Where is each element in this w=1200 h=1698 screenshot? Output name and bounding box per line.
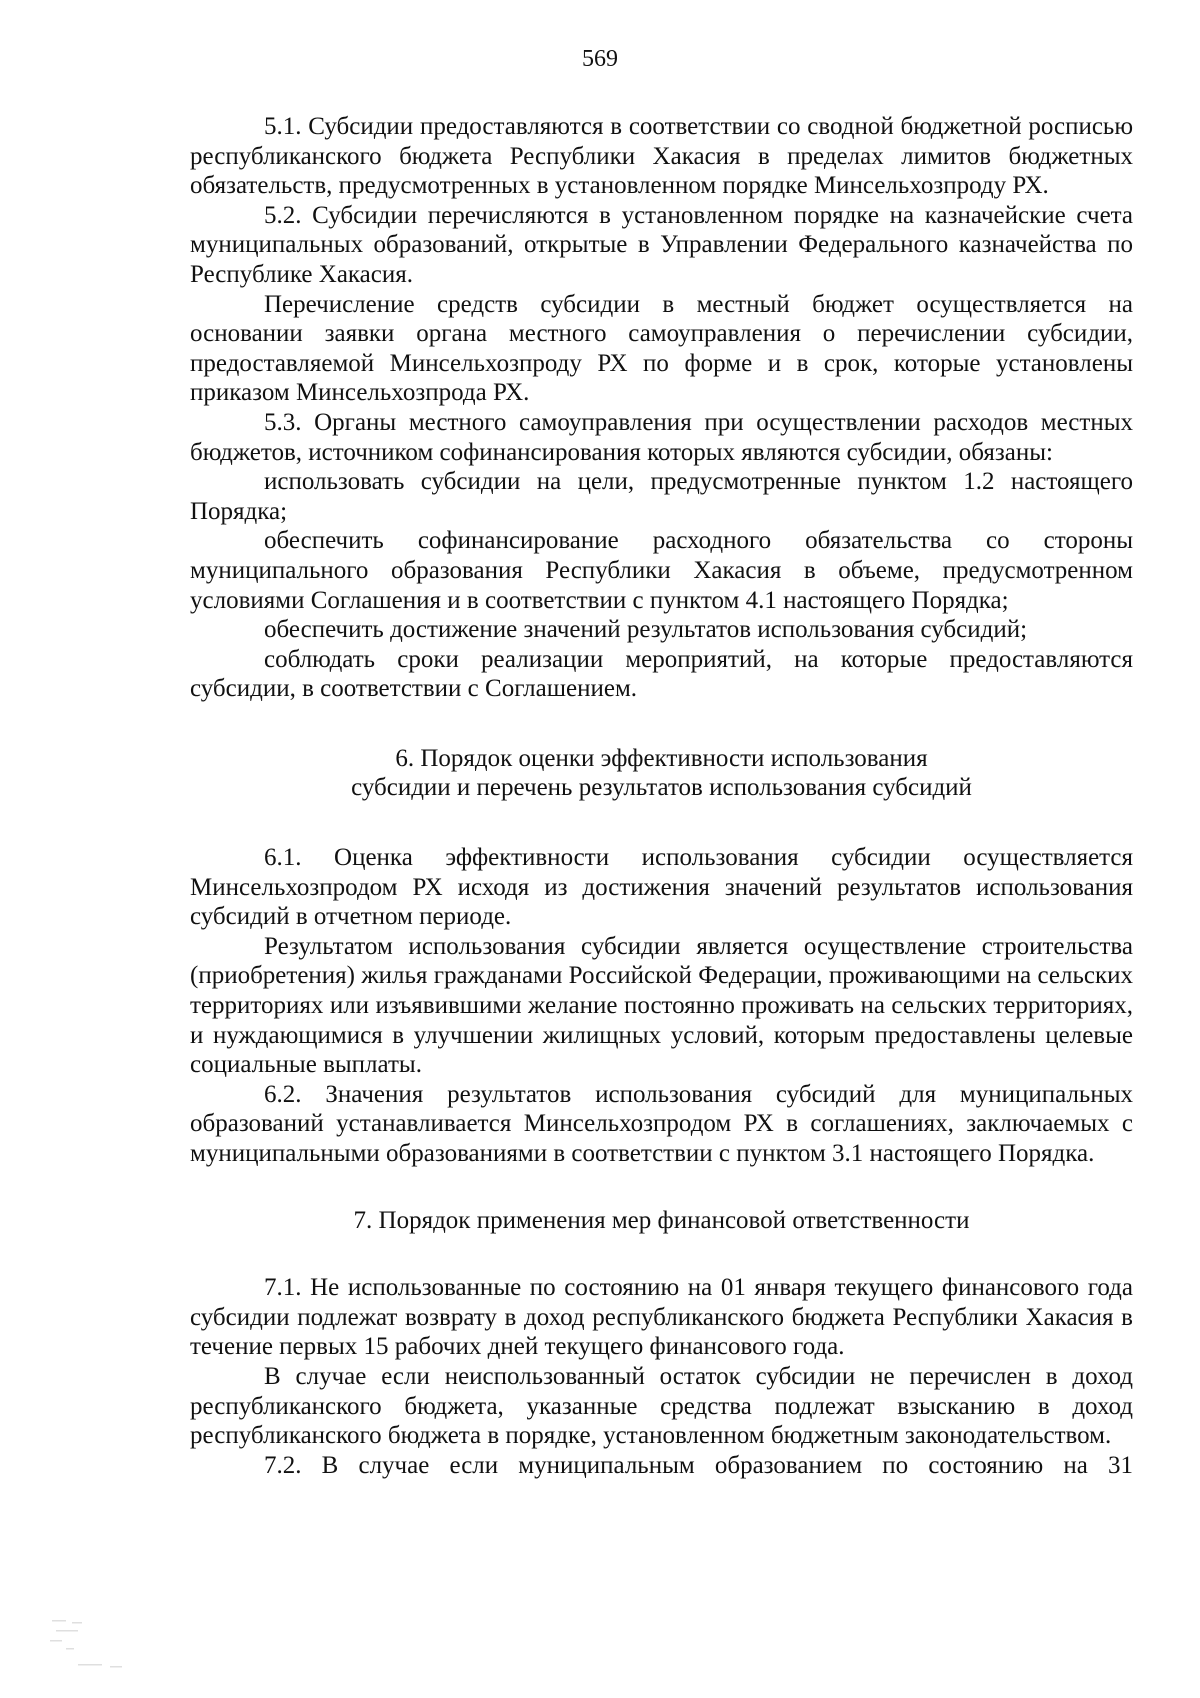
paragraph-obligation-deadlines: соблюдать сроки реализации мероприятий, на которые предоставляются субсидии, в соответствии с Соглашением. [190, 645, 1133, 703]
section-6-heading-line-2: субсидии и перечень результатов использования субсидий [351, 774, 972, 802]
page-number: 569 [582, 46, 618, 72]
paragraph-obligation-use: использовать субсидии на цели, предусмотренные пунктом 1.2 настоящего Порядка; [190, 468, 1133, 525]
document-body [190, 112, 1133, 1480]
paragraph-5-2: 5.2. Субсидии перечисляются в установленном порядке на казначейские счета муниципальных образований, открытые в Управлении Федерального казначейства по Республике Хакасия. [190, 201, 1133, 288]
paragraph-5-3: 5.3. Органы местного самоуправления при осуществлении расходов местных бюджетов, источником софинансирования которых являются субсидии, обязаны: [190, 408, 1133, 466]
paragraph-7-1: 7.1. Не использованные по состоянию на 01 января текущего финансового года субсидии подлежат возврату в доход республиканского бюджета Республики Хакасия в течение первых 15 рабочих дней текущего финансового года. [190, 1274, 1133, 1361]
paragraph-6-2: 6.2. Значения результатов использования субсидий для муниципальных образований устанавливается Минсельхозпродом РХ в соглашениях, заключаемых с муниципальными образованиями в соответствии с пунктом 3.1 настоящего Порядка. [190, 1080, 1133, 1167]
paragraph-6-1: 6.1. Оценка эффективности использования субсидии осуществляется Минсельхозпродом РХ исходя из достижения значений результатов использования субсидий в отчетном периоде. [190, 844, 1133, 931]
paragraph-6-result: Результатом использования субсидии является осуществление строительства (приобретения) жилья гражданами Российской Федерации, проживающими на сельских территориях или изъявившими желание постоянно проживать на сельских территориях, и нуждающимися в улучшении жилищных условий, которым предоставлены целевые социальные выплаты. [190, 932, 1133, 1079]
section-6-heading [190, 744, 1133, 803]
paragraph-5-1: 5.1. Субсидии предоставляются в соответствии со сводной бюджетной росписью республиканского бюджета Республики Хакасия в пределах лимитов бюджетных обязательств, предусмотренных в установленном порядке Минсельхозпроду РХ. [190, 113, 1133, 200]
scan-noise-mark [48, 1618, 158, 1678]
paragraph-obligation-results: обеспечить достижение значений результатов использования субсидий; [264, 616, 1028, 644]
paragraph-transfer: Перечисление средств субсидии в местный бюджет осуществляется на основании заявки органа местного самоуправления о перечислении субсидии, предоставляемой Минсельхозпроду РХ по форме и в срок, которые установлены приказом Минсельхозпрода РХ. [190, 290, 1133, 407]
section-7-heading-line: 7. Порядок применения мер финансовой ответственности [353, 1206, 970, 1234]
paragraph-7-unused-balance: В случае если неиспользованный остаток субсидии не перечислен в доход республиканского бюджета, указанные средства подлежат взысканию в доход республиканского бюджета в порядке, установленном бюджетным законодательством. [190, 1362, 1133, 1450]
section-6-heading-line-1: 6. Порядок оценки эффективности использования [395, 744, 928, 772]
paragraph-7-2: 7.2. В случае если муниципальным образованием по состоянию на 31 [264, 1451, 1133, 1479]
section-7-heading [190, 1206, 1133, 1236]
paragraph-obligation-cofinancing: обеспечить софинансирование расходного обязательства со стороны муниципального образования Республики Хакасия в объеме, предусмотренном условиями Соглашения и в соответствии с пунктом 4.1 настоящего Порядка; [190, 527, 1133, 614]
